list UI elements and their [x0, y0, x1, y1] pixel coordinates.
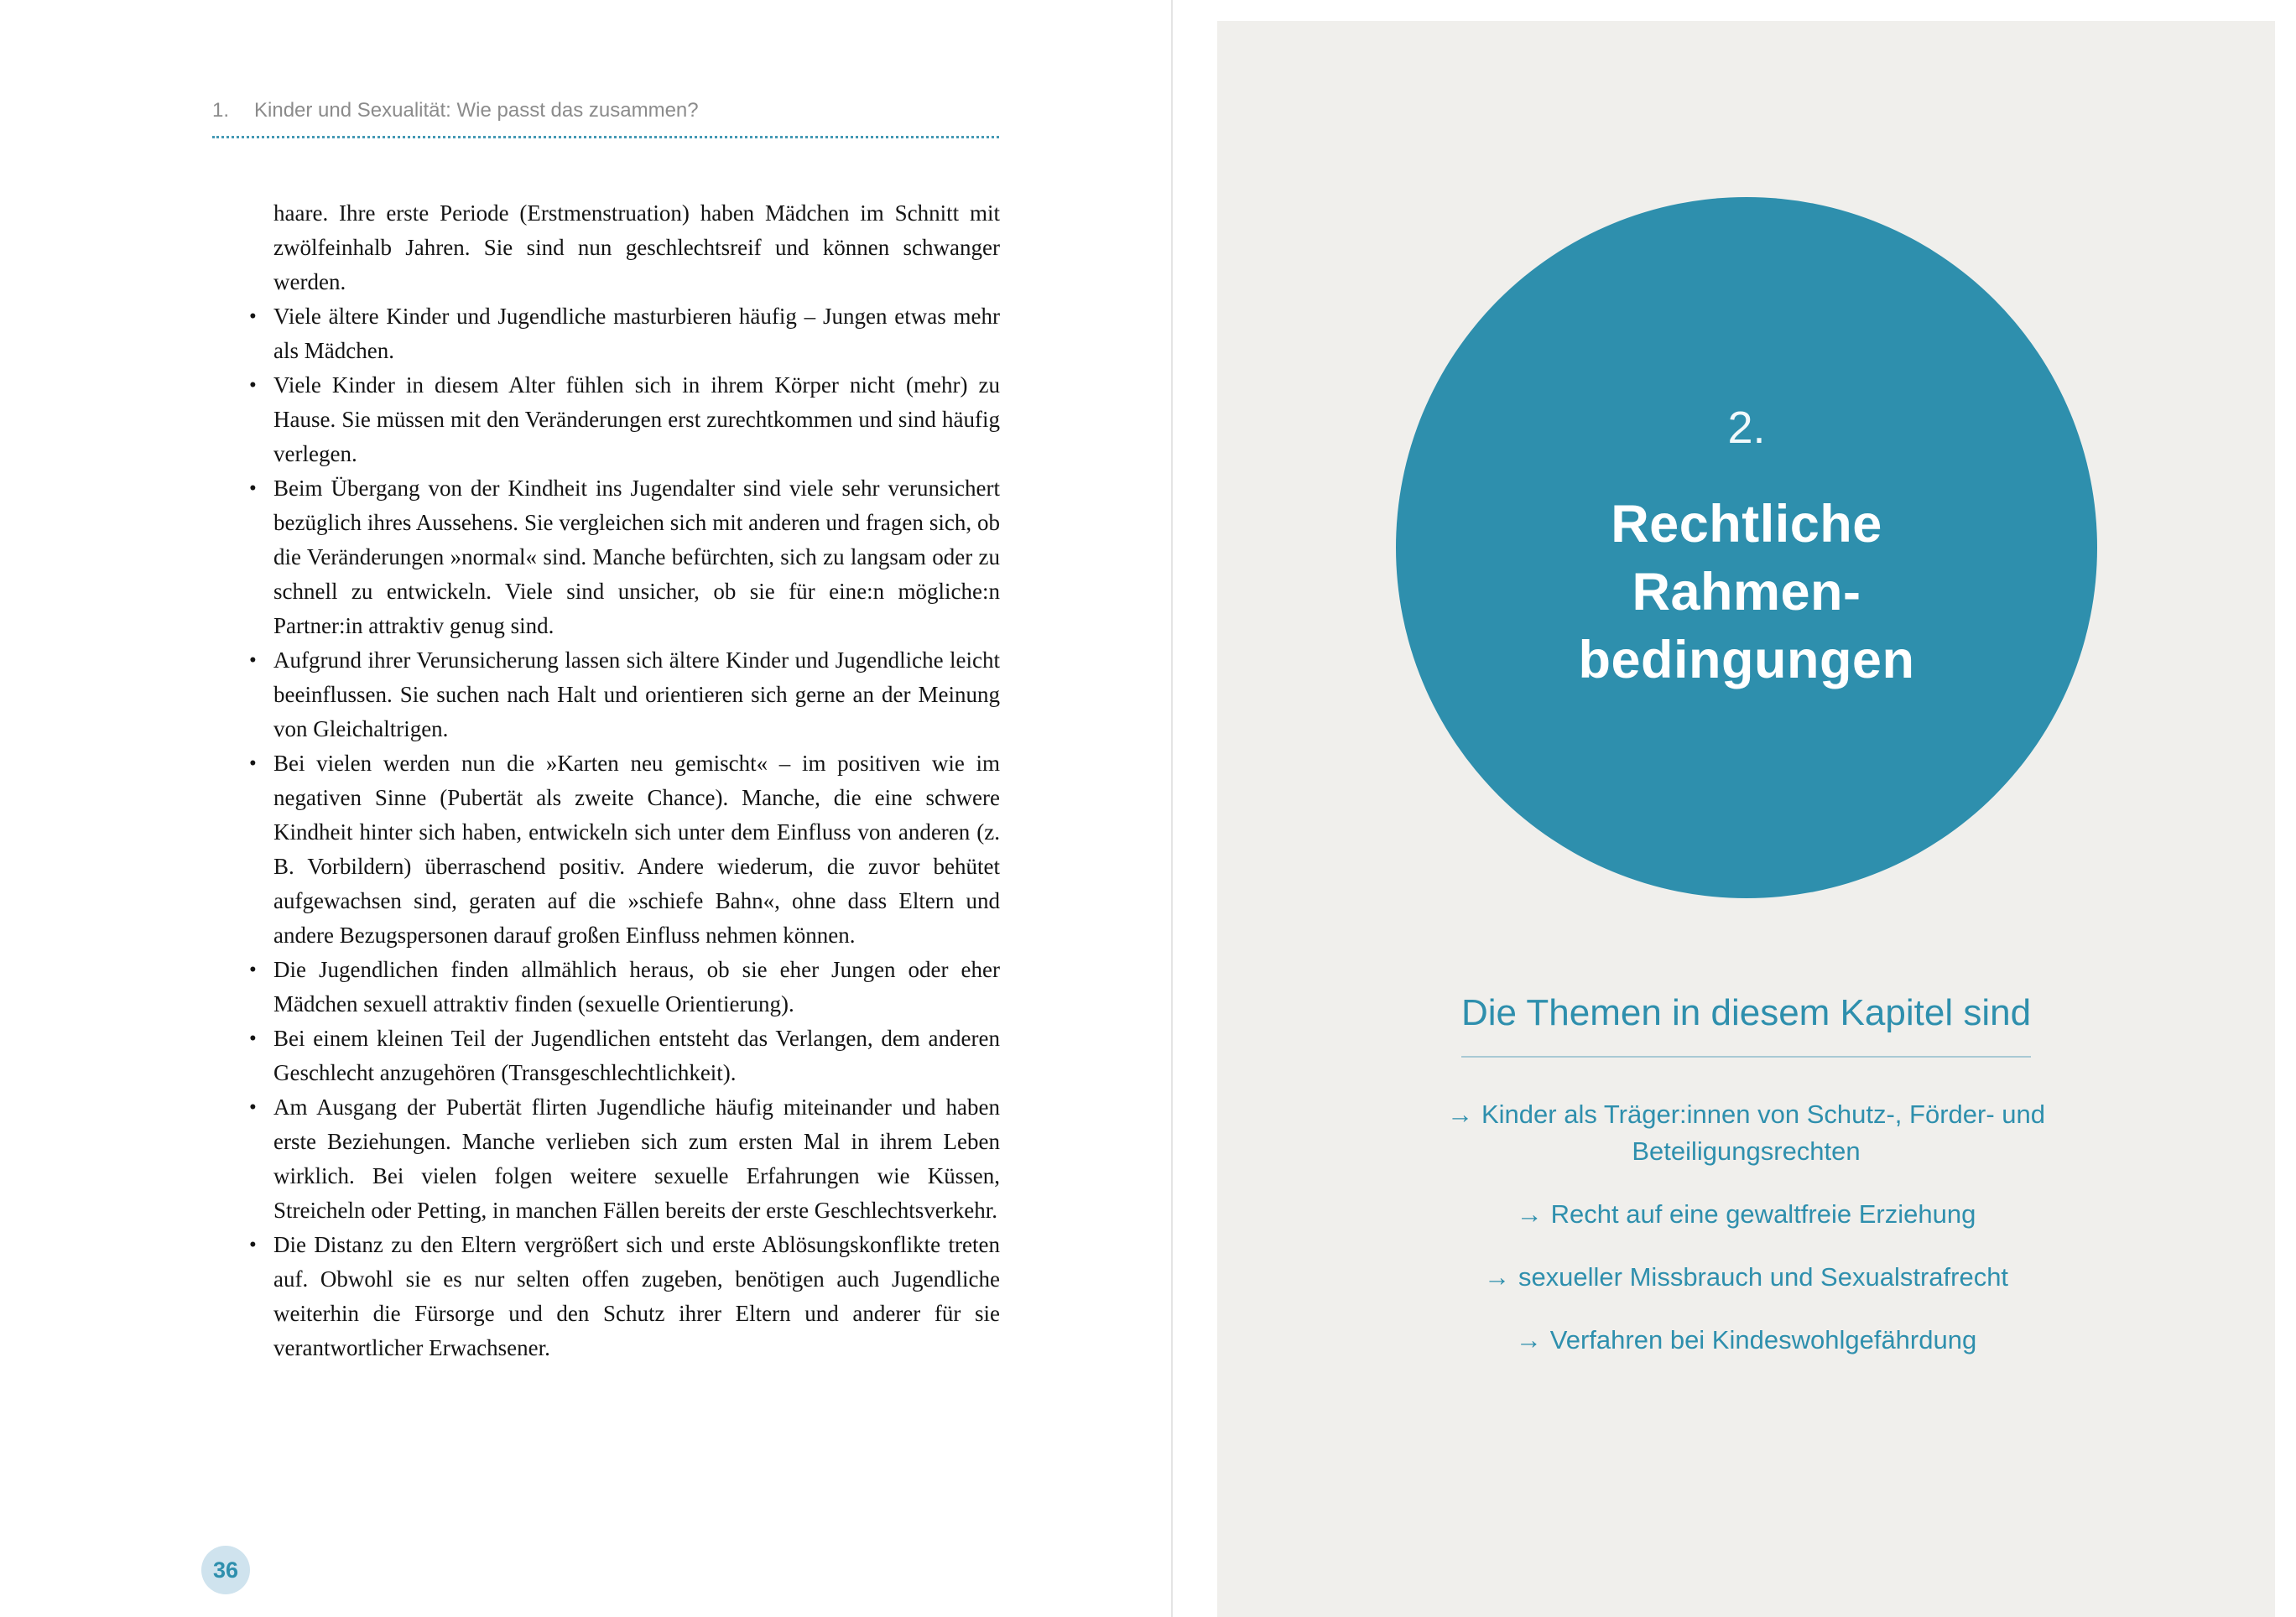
section-heading: Die Themen in diesem Kapitel sind [1461, 992, 2031, 1058]
topic-item [1369, 1096, 2124, 1170]
topic-text: Verfahren bei Kindeswohlgefährdung [1549, 1325, 1977, 1354]
chapter-title-line-1: Rechtliche [1611, 494, 1882, 554]
bullet-text: Bei einem kleinen Teil der Jugendlichen entsteht das Verlangen, dem anderen Geschlecht anzugehören (Transgeschlechtlichkeit). [273, 1026, 1000, 1085]
bullet-text: Die Distanz zu den Eltern vergrößert sich und erste Ablösungskonflikte treten auf. Obwohl sie es nur selten offen zugeben, benötigen auch Jugendliche weiterhin die Fürsorge und den Schutz ihrer Eltern und anderer für sie verantwortlicher Erwachsener. [273, 1232, 1000, 1360]
bullet-icon: • [249, 752, 257, 775]
bullet-item [244, 1022, 1000, 1090]
bullet-item [244, 746, 1000, 953]
body-text [244, 196, 1000, 1365]
running-header [212, 99, 999, 138]
bullet-list [244, 299, 1000, 1365]
topic-item [1369, 1259, 2124, 1296]
topic-text: sexueller Missbrauch und Sexualstrafrecht [1518, 1262, 2009, 1292]
chapter-divider-page [1217, 21, 2275, 1617]
topic-text: Kinder als Träger:innen von Schutz-, Förder- und Beteiligungsrechten [1481, 1100, 2045, 1166]
bullet-text: Viele Kinder in diesem Alter fühlen sich in ihrem Körper nicht (mehr) zu Hause. Sie müssen mit den Veränderungen erst zurechtkommen und sind häufig verlegen. [273, 372, 1000, 466]
arrow-icon: → [1516, 1199, 1543, 1229]
bullet-text: Am Ausgang der Pubertät flirten Jugendliche häufig miteinander und haben erste Beziehungen. Manche verlieben sich zum ersten Mal in ihrem Leben wirklich. Bei vielen folgen weitere sexuelle Erfahrungen wie Küssen, Streicheln oder Petting, in manchen Fällen bereits der erste Geschlechtsverkehr. [273, 1094, 1000, 1223]
bullet-icon: • [249, 477, 257, 500]
topic-text: Recht auf eine gewaltfreie Erziehung [1550, 1199, 1976, 1229]
bullet-item [244, 1228, 1000, 1365]
bullet-text: Bei vielen werden nun die »Karten neu gemischt« – im positiven wie im negativen Sinne (Pubertät als zweite Chance). Manche, die eine schwere Kindheit hinter sich haben, entwickeln sich unter dem Einfluss von anderen (z. B. Vorbildern) überraschend positiv. Andere wiederum, die zuvor behütet aufgewachsen sind, geraten auf die »schiefe Bahn«, ohne dass Eltern und andere Bezugspersonen darauf großen Einfluss nehmen können. [273, 751, 1000, 948]
intro-paragraph: haare. Ihre erste Periode (Erstmenstruation) haben Mädchen im Schnitt mit zwölfeinhalb Jahren. Sie sind nun geschlechtsreif und können schwanger werden. [273, 200, 1000, 294]
bullet-item [244, 953, 1000, 1022]
bullet-item [244, 368, 1000, 471]
chapter-title-line-2: Rahmen- [1632, 562, 1861, 621]
arrow-icon: → [1483, 1262, 1510, 1292]
bullet-icon: • [249, 959, 257, 981]
topic-item [1369, 1322, 2124, 1359]
bullet-text: Die Jugendlichen finden allmählich heraus, ob sie eher Jungen oder eher Mädchen sexuell attraktiv finden (sexuelle Orientierung). [273, 957, 1000, 1016]
bullet-icon: • [249, 1027, 257, 1050]
page-divider [1171, 0, 1173, 1617]
bullet-icon: • [249, 1096, 257, 1119]
bullet-text: Beim Übergang von der Kindheit ins Jugendalter sind viele sehr verunsichert bezüglich ihres Aussehens. Sie vergleichen sich mit anderen und fragen sich, ob die Veränderungen »normal« sind. Manche befürchten, sich zu langsam oder zu schnell zu entwickeln. Viele sind unsicher, ob sie für eine:n mögliche:n Partner:in attraktiv genug sind. [273, 476, 1000, 638]
bullet-icon: • [249, 649, 257, 672]
section-heading-wrap [1217, 992, 2275, 1058]
chapter-circle [1396, 197, 2097, 898]
chapter-title [1579, 491, 1915, 694]
topic-item [1369, 1196, 2124, 1233]
bullet-icon: • [249, 305, 257, 328]
bullet-item [244, 643, 1000, 746]
page-number-badge: 36 [201, 1546, 250, 1594]
bullet-item [244, 299, 1000, 368]
bullet-item [244, 1090, 1000, 1228]
bullet-item [244, 471, 1000, 643]
bullet-icon: • [249, 374, 257, 397]
bullet-text: Viele ältere Kinder und Jugendliche masturbieren häufig – Jungen etwas mehr als Mädchen. [273, 304, 1000, 363]
arrow-icon: → [1446, 1100, 1473, 1129]
chapter-number-label: 1. [212, 99, 230, 122]
arrow-icon: → [1515, 1325, 1542, 1354]
chapter-title-line-3: bedingungen [1578, 630, 1915, 689]
bullet-icon: • [249, 1234, 257, 1256]
chapter-number: 2. [1727, 402, 1766, 453]
topics-list [1369, 1096, 2124, 1359]
bullet-text: Aufgrund ihrer Verunsicherung lassen sich ältere Kinder und Jugendliche leicht beeinflussen. Sie suchen nach Halt und orientieren sich gerne an der Meinung von Gleichaltrigen. [273, 647, 1000, 741]
running-header-title: Kinder und Sexualität: Wie passt das zusammen? [254, 99, 699, 122]
